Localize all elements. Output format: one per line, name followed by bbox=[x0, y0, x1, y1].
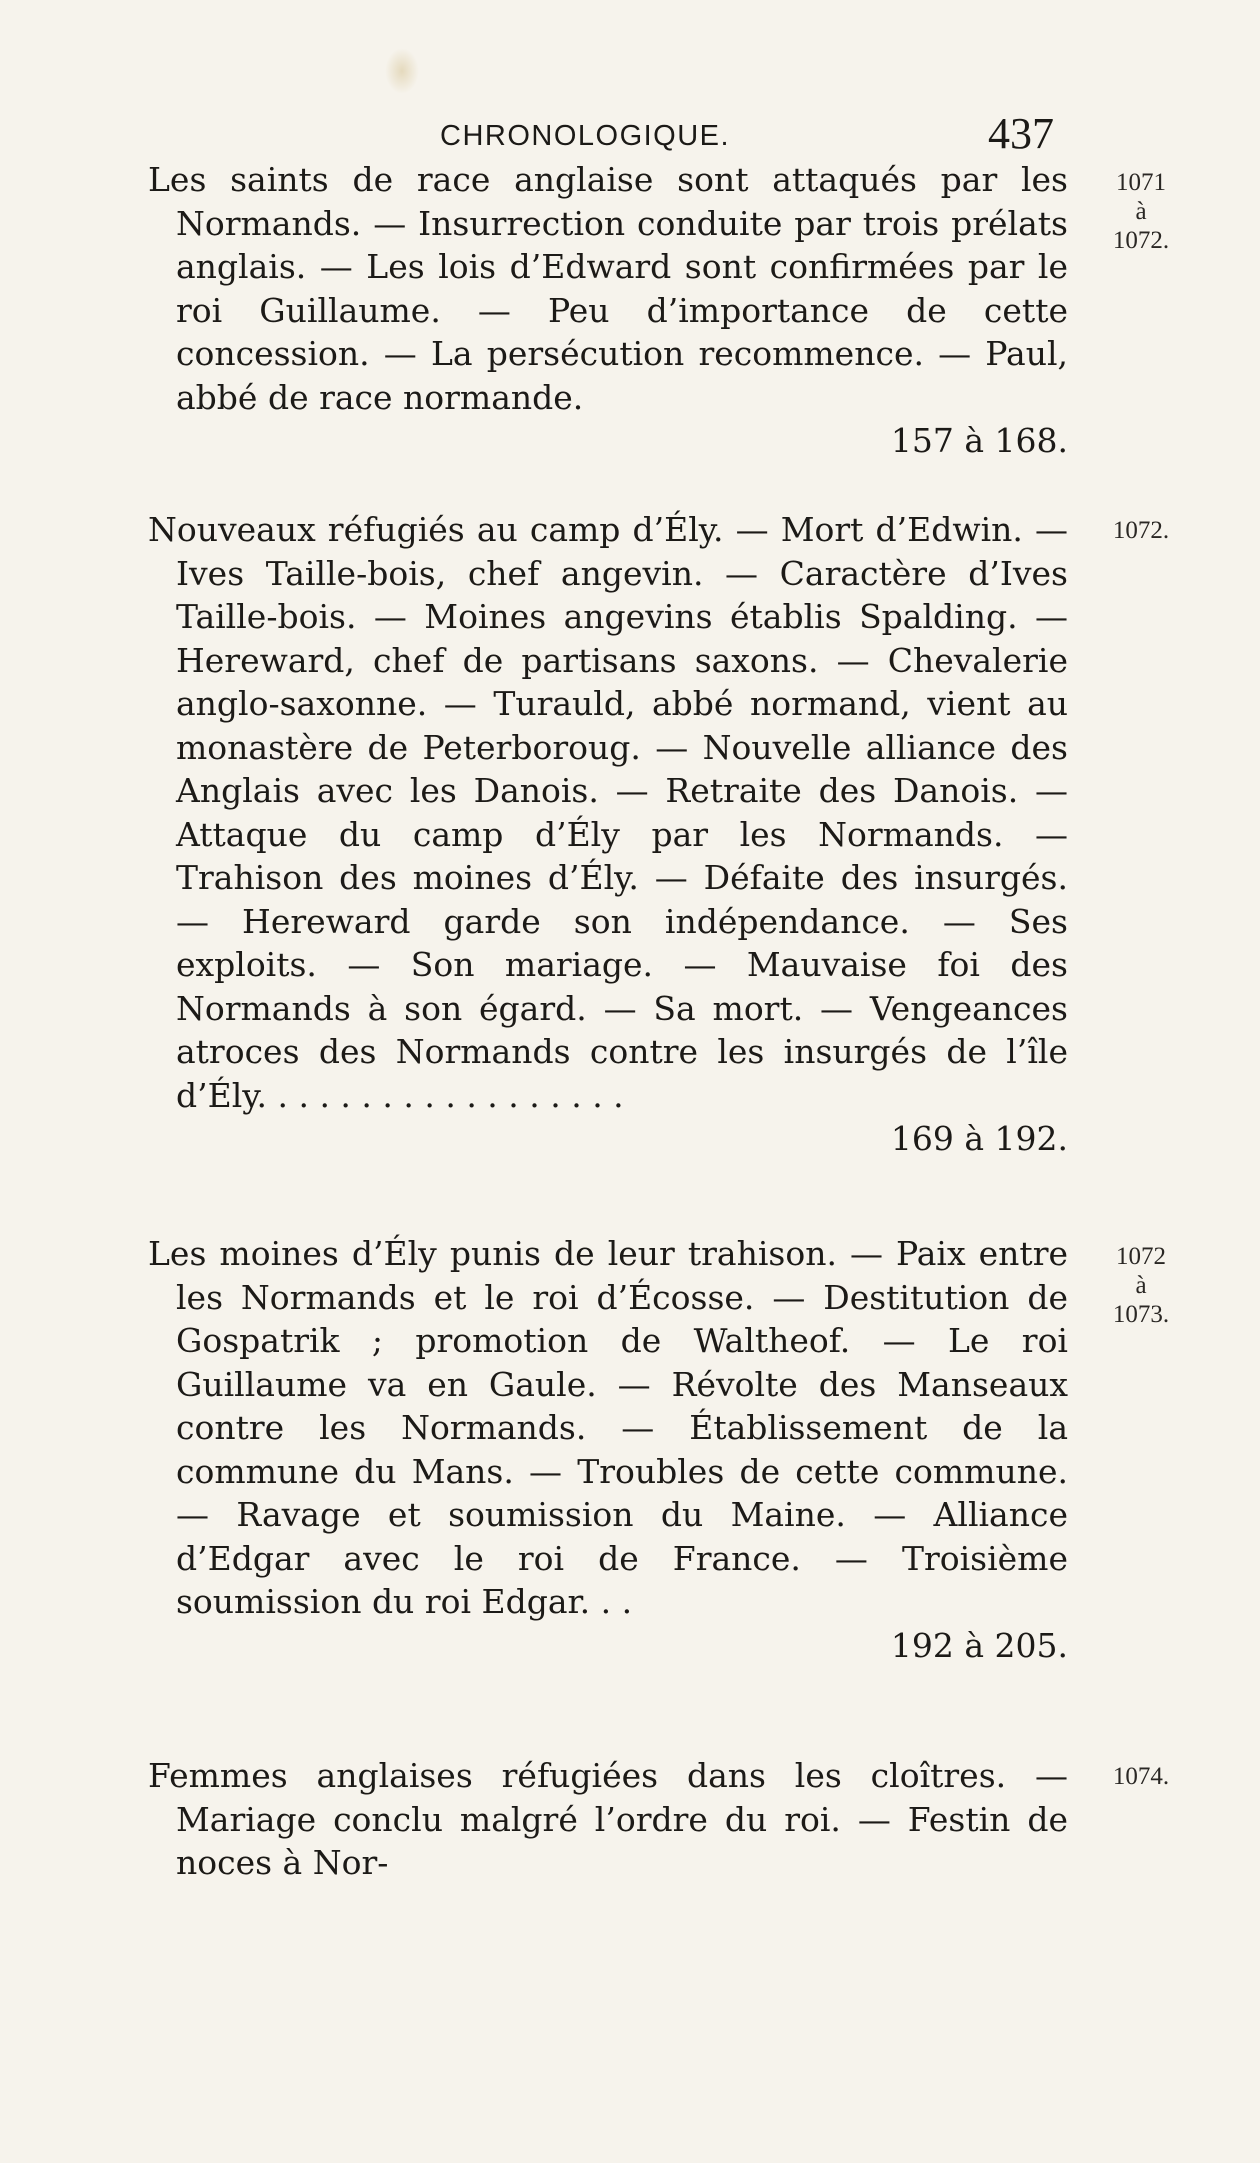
entry-text bbox=[148, 508, 1068, 1161]
page-reference: 169 à 192. bbox=[890, 1119, 1068, 1158]
entry-summary: Nouveaux réfugiés au camp d’Ély. — Mort d’Edwin. — Ives Taille-bois, chef angevin. — Caractère d’Ives Taille-bois. — Moines angevins établis Spalding. — Hereward, chef de partisans saxons. — Chevalerie anglo-saxonne. — Turauld, abbé normand, vient au monastère de Peterboroug. — Nouvelle alliance des Anglais avec les Danois. — Retraite des Danois. — Attaque du camp d’Ély par les Normands. — Trahison des moines d’Ély. — Défaite des insurgés. — Hereward garde son indépendance. — Ses exploits. — Son mariage. — Mauvaise foi des Normands à son égard. — Sa mort. — Vengeances atroces des Normands contre les insurgés de l’île d’Ély. . . . . . . . . . . . . . . . . . bbox=[148, 510, 1068, 1115]
entry-summary: Les saints de race anglaise sont attaqués par les Normands. — Insurrection conduite par trois prélats anglais. — Les lois d’Edward sont confirmées par le roi Guillaume. — Peu d’importance de cette concession. — La persécution recommence. — Paul, abbé de race normande. bbox=[148, 160, 1068, 417]
entry-2 bbox=[148, 508, 1240, 1161]
entry-text bbox=[148, 158, 1068, 463]
page-reference: 192 à 205. bbox=[890, 1625, 1068, 1665]
year-from: 1072 bbox=[1116, 1243, 1166, 1270]
year-margin bbox=[1086, 1762, 1196, 1791]
running-head: CHRONOLOGIQUE. bbox=[440, 120, 731, 152]
year-separator: à bbox=[1135, 1272, 1147, 1299]
year-margin bbox=[1086, 516, 1196, 545]
entry-summary: Femmes anglaises réfugiées dans les cloîtres. — Mariage conclu malgré l’ordre du roi. — Festin de noces à Nor- bbox=[148, 1756, 1068, 1882]
paper-stain bbox=[385, 48, 419, 94]
year: 1074. bbox=[1112, 1763, 1170, 1790]
entry-4 bbox=[148, 1754, 1240, 1885]
entry-1 bbox=[148, 158, 1240, 463]
entry-text bbox=[148, 1754, 1068, 1885]
entry-summary: Les moines d’Ély punis de leur trahison. — Paix entre les Normands et le roi d’Écosse. — Destitution de Gospatrik ; promotion de Waltheof. — Le roi Guillaume va en Gaule. — Révolte des Manseaux contre les Normands. — Établissement de la commune du Mans. — Troubles de cette commune. — Ravage et soumission du Maine. — Alliance d’Edgar avec le roi de France. — Troisième soumission du roi Edgar. . . bbox=[148, 1234, 1068, 1621]
year-separator: à bbox=[1135, 198, 1147, 225]
year-to: 1072. bbox=[1112, 227, 1170, 254]
entry-3 bbox=[148, 1232, 1240, 1667]
entry-text bbox=[148, 1232, 1068, 1667]
year-from: 1071 bbox=[1116, 169, 1166, 196]
year-margin bbox=[1086, 1242, 1196, 1329]
page-number: 437 bbox=[988, 109, 1054, 158]
year-to: 1073. bbox=[1112, 1301, 1170, 1328]
year: 1072. bbox=[1112, 517, 1170, 544]
year-margin bbox=[1086, 168, 1196, 255]
page-reference: 157 à 168. bbox=[890, 421, 1068, 460]
